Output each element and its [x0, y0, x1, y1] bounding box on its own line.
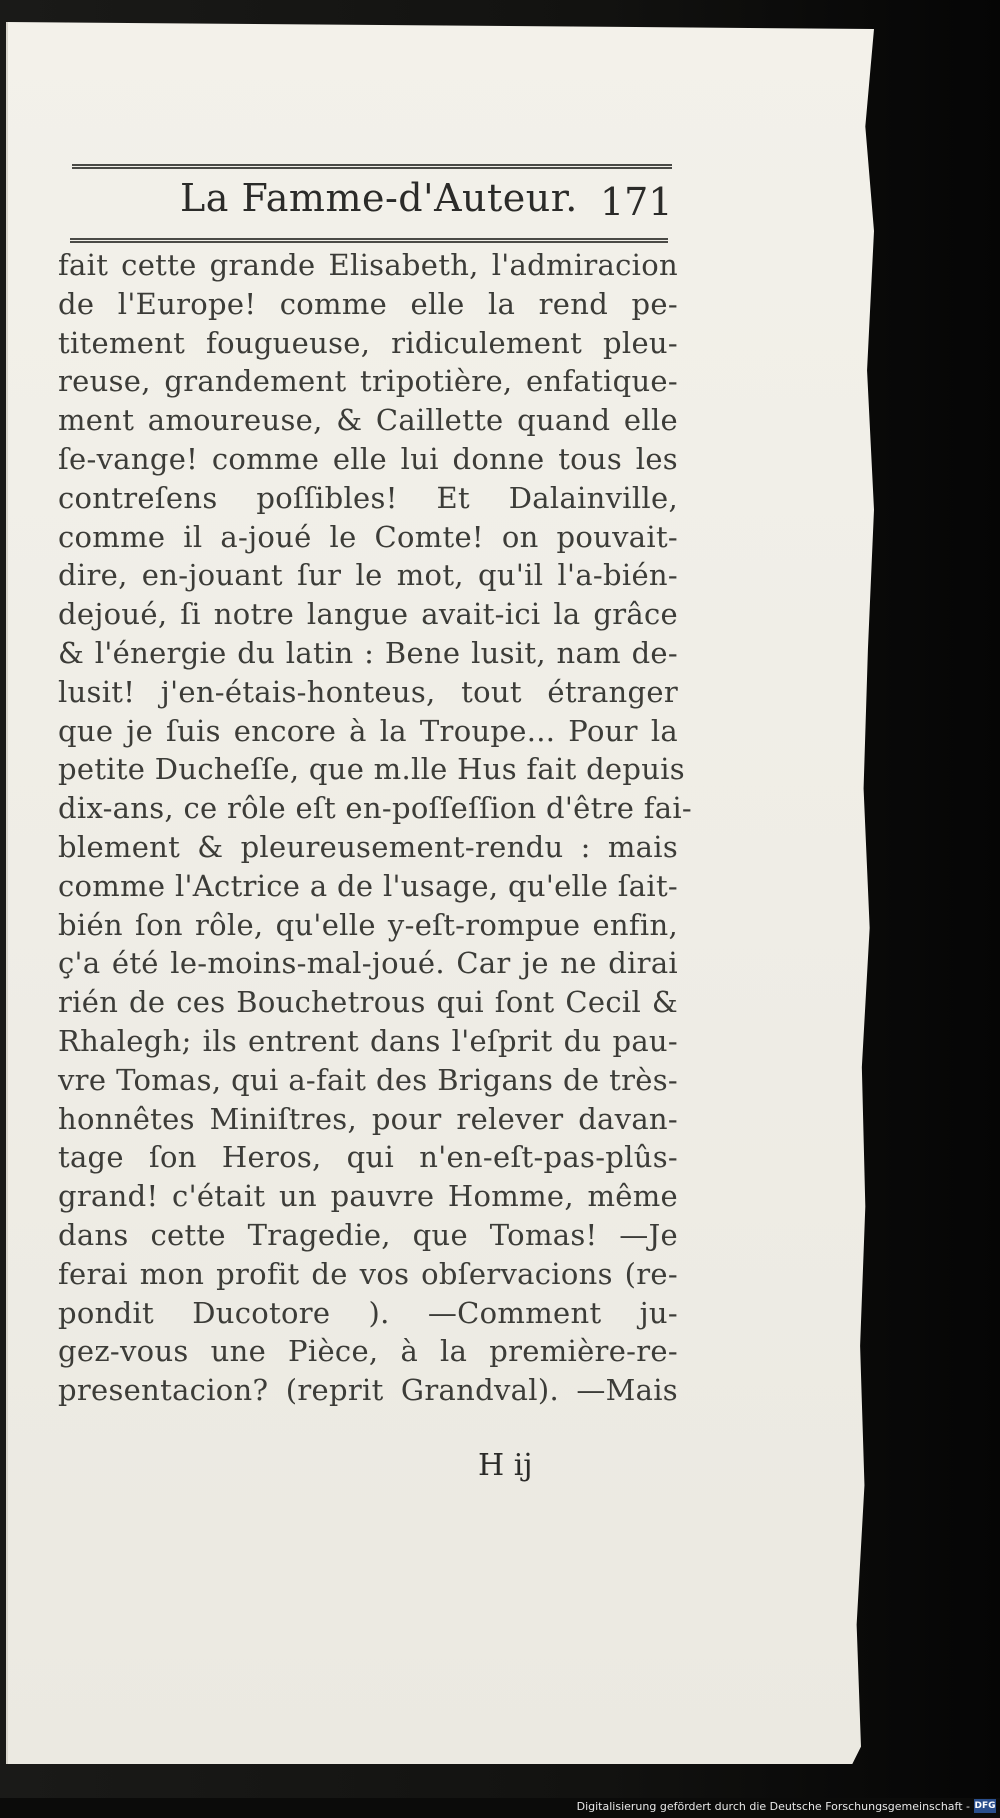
body-text — [58, 246, 693, 1410]
dfg-logo: DFG — [974, 1801, 996, 1811]
text-line: dejoué, ſi notre langue avait-ici la grâce — [58, 597, 678, 632]
text-line: Rhalegh; ils entrent dans l'eſprit du pau- — [58, 1023, 678, 1058]
page-number: 171 — [600, 180, 673, 224]
text-line: ment amoureuse, & Caillette quand elle — [58, 403, 678, 438]
text-line: petite Ducheſſe, que m.lle Hus fait depuis — [58, 752, 685, 787]
text-line: comme il a-joué le Comte! on pouvait- — [58, 519, 678, 554]
text-line: dans cette Tragedie, que Tomas! —Je — [58, 1217, 678, 1252]
text-line: comme l'Actrice a de l'usage, qu'elle ſait- — [58, 868, 678, 903]
text-line: de l'Europe! comme elle la rend pe- — [58, 286, 678, 321]
text-line: grand! c'était un pauvre Homme, même — [58, 1179, 678, 1214]
text-line: que je ſuis encore à la Troupe... Pour la — [58, 713, 678, 748]
running-title: La Famme-d'Auteur. — [180, 176, 578, 220]
text-line: lusit! j'en-étais-honteus, tout étranger — [58, 674, 678, 709]
text-line: fait cette grande Elisabeth, l'admiracion — [58, 248, 678, 282]
text-line: honnêtes Miniſtres, pour relever davan- — [58, 1101, 678, 1136]
text-line: contreſens poſſibles! Et Dalainville, — [58, 480, 678, 515]
text-line: presentacion? (reprit Grandval). —Mais — [58, 1373, 678, 1408]
text-line: titement fougueuse, ridiculement pleu- — [58, 325, 678, 360]
text-line: ferai mon profit de vos obſervacions (re- — [58, 1256, 678, 1291]
header-rule-top — [72, 164, 672, 169]
text-line: pondit Ducotore ). —Comment ju- — [58, 1295, 678, 1330]
text-line: & l'énergie du latin : Bene lusit, nam de- — [58, 635, 678, 670]
text-line: reuse, grandement tripotière, enfatique- — [58, 364, 678, 399]
text-line: tage ſon Heros, qui n'en-eſt-pas-plûs- — [58, 1140, 678, 1175]
text-line: dix-ans, ce rôle eſt en-poſſeſſion d'être fai- — [58, 791, 693, 826]
digitization-credit: Digitalisierung gefördert durch die Deutsche Forschungsgemeinschaft - — [576, 1800, 970, 1813]
text-line: vre Tomas, qui a-fait des Brigans de très- — [58, 1062, 678, 1097]
signature-mark: H ij — [478, 1448, 533, 1483]
text-line: gez-vous une Pièce, à la première-re- — [58, 1334, 678, 1369]
text-line: ç'a été le-moins-mal-joué. Car je ne dirai — [58, 946, 678, 981]
text-line: blement & pleureusement-rendu : mais — [58, 829, 678, 864]
text-line: rién de ces Bouchetrous qui ſont Cecil & — [58, 985, 678, 1020]
text-line: ſe-vange! comme elle lui donne tous les — [58, 441, 678, 476]
text-line: dire, en-jouant ſur le mot, qu'il l'a-bién- — [58, 558, 678, 593]
header-rule-bottom — [70, 238, 668, 243]
text-line: bién ſon rôle, qu'elle y-eſt-rompue enfin, — [58, 907, 678, 942]
